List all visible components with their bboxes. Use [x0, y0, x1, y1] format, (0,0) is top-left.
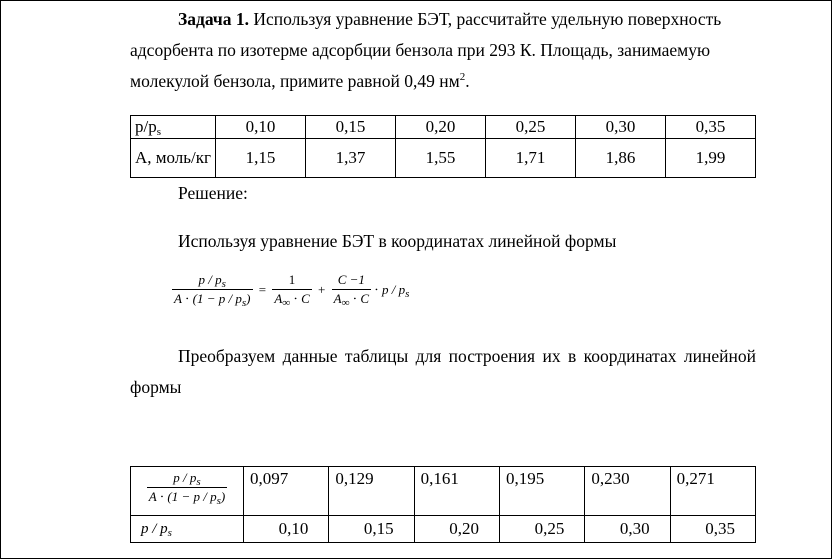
cell: 1,99 — [666, 139, 756, 178]
cell: 0,10 — [216, 116, 306, 139]
unit-exponent: 2 — [459, 71, 466, 83]
inf-sub: ∞ — [282, 297, 291, 309]
solution-label: Решение: — [178, 183, 248, 203]
cell: 0,35 — [670, 516, 755, 543]
label-sub: s — [156, 126, 162, 138]
linear-form-table — [130, 466, 756, 543]
cell: 0,271 — [670, 467, 755, 516]
task-paragraph — [130, 4, 756, 97]
equals-sign: = — [258, 281, 267, 297]
sub-s: s — [196, 476, 201, 488]
cell: 0,195 — [499, 467, 584, 516]
isotherm-table — [130, 115, 756, 178]
label-text: p/p — [135, 117, 157, 136]
row-label-fraction — [131, 467, 244, 516]
first-term — [272, 272, 311, 307]
cell: 0,20 — [396, 116, 486, 139]
transform-paragraph — [130, 341, 756, 403]
cell: 1,37 — [306, 139, 396, 178]
dot-c: ⋅ C — [290, 291, 310, 306]
task-text: Используя уравнение БЭТ, рассчитайте удельную поверхность адсорбента по изотерме адсорбции бензола при 293 К. Площадь, занимаемую молекулой бензола, примите равной 0,49 нм — [130, 9, 722, 91]
lhs-num: p / p — [173, 470, 197, 485]
cell: 0,129 — [329, 467, 414, 516]
cell: 1,15 — [216, 139, 306, 178]
sub-s: s — [216, 495, 221, 507]
cell: 0,30 — [585, 516, 670, 543]
cell: 1,86 — [576, 139, 666, 178]
cell: 0,35 — [666, 116, 756, 139]
cell: 0,230 — [585, 467, 670, 516]
a-inf: A — [274, 291, 283, 306]
cell: 0,097 — [244, 467, 329, 516]
one: 1 — [288, 272, 296, 287]
task-end: . — [465, 71, 470, 91]
sub-s: s — [167, 526, 172, 539]
lhs-den-end: ) — [220, 489, 226, 504]
intro-text: Используя уравнение БЭТ в координатах линейной формы — [178, 231, 617, 251]
sub-s: s — [221, 278, 226, 290]
cell: 0,15 — [329, 516, 414, 543]
cell: 0,25 — [486, 116, 576, 139]
lhs-num: p / p — [198, 272, 222, 287]
bet-formula — [172, 272, 409, 307]
a-inf: A — [333, 291, 342, 306]
lhs-den-end: ) — [246, 291, 251, 306]
transform-text: Преобразуем данные таблицы для построения их в координатах линейной формы — [130, 346, 756, 397]
lhs-fraction — [172, 272, 253, 307]
lhs-den: A ⋅ (1 − p / p — [148, 489, 217, 504]
cell: 0,161 — [414, 467, 499, 516]
row-label-p-ps — [131, 516, 244, 543]
cell: 1,55 — [396, 139, 486, 178]
cell: 0,10 — [244, 516, 329, 543]
label-text: p / p — [141, 520, 168, 537]
task-heading: Задача 1. — [178, 9, 250, 29]
row-label-p-ps — [131, 116, 216, 139]
table-row — [131, 139, 756, 178]
table-row — [131, 116, 756, 139]
cell: 1,71 — [486, 139, 576, 178]
c-minus-1: C −1 — [337, 272, 365, 287]
table-row — [131, 516, 756, 543]
lhs-den: A ⋅ (1 − p / p — [174, 291, 242, 306]
cell: 0,20 — [414, 516, 499, 543]
sub-s: s — [405, 287, 410, 300]
cell: 0,15 — [306, 116, 396, 139]
second-term — [332, 272, 371, 307]
row-label-a: А, моль/кг — [131, 139, 216, 178]
table-row — [131, 467, 756, 516]
dot-c: ⋅ C — [349, 291, 370, 306]
plus-sign: + — [318, 281, 326, 297]
cell: 0,30 — [576, 116, 666, 139]
inf-sub: ∞ — [341, 297, 350, 309]
sub-s: s — [241, 297, 247, 309]
cell: 0,25 — [499, 516, 584, 543]
formula-tail: ⋅ p / p — [374, 281, 406, 297]
